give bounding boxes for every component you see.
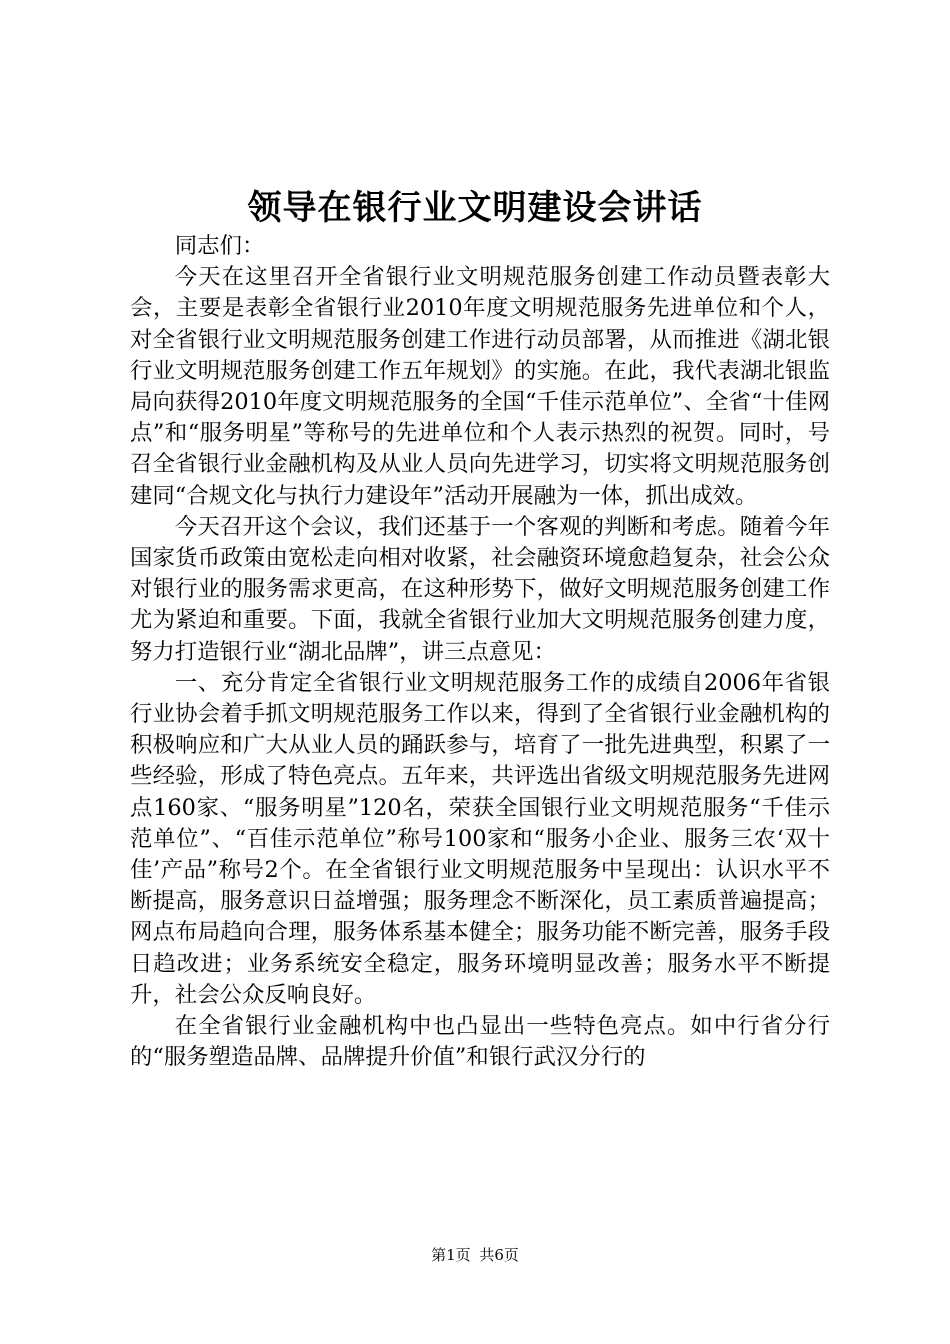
body-paragraph: 今天在这里召开全省银行业文明规范服务创建工作动员暨表彰大会，主要是表彰全省银行业2010年度文明规范服务先进单位和个人，对全省银行业文明规范服务创建工作进行动员部署，从而推进《湖北银行业文明规范服务创建工作五年规划》的实施。在此，我代表湖北银监局向获得2010年度文明规范服务的全国“千佳示范单位”、全省“十佳网点”和“服务明星”等称号的先进单位和个人表示热烈的祝贺。同时，号召全省银行业金融机构及从业人员向先进学习，切实将文明规范服务创建同“合规文化与执行力建设年”活动开展融为一体，抓出成效。	[130, 264, 830, 509]
body-paragraph: 在全省银行业金融机构中也凸显出一些特色亮点。如中行省分行的“服务塑造品牌、品牌提升价值”和银行武汉分行的	[130, 1013, 830, 1071]
body-paragraph: 今天召开这个会议，我们还基于一个客观的判断和考虑。随着今年国家货币政策由宽松走向相对收紧，社会融资环境愈趋复杂，社会公众对银行业的服务需求更高，在这种形势下，做好文明规范服务创建工作尤为紧迫和重要。下面，我就全省银行业加大文明规范服务创建力度，努力打造银行业“湖北品牌”，讲三点意见：	[130, 513, 830, 665]
document-title: 领导在银行业文明建设会讲话	[247, 188, 703, 228]
page-footer: 第1页 共6页	[431, 1246, 519, 1264]
document-body	[130, 231, 830, 1073]
body-paragraph: 一、充分肯定全省银行业文明规范服务工作的成绩自2006年省银行业协会着手抓文明规范服务工作以来，得到了全省银行业金融机构的积极响应和广大从业人员的踊跃参与，培育了一批先进典型，积累了一些经验，形成了特色亮点。五年来，共评选出省级文明规范服务先进网点160家、“服务明星”120名，荣获全国银行业文明规范服务“千佳示范单位”、“百佳示范单位”称号100家和“服务小企业、服务三农‘双十佳’产品”称号2个。在全省银行业文明规范服务中呈现出：认识水平不断提高，服务意识日益增强；服务理念不断深化，员工素质普遍提高；网点布局趋向合理，服务体系基本健全；服务功能不断完善，服务手段日趋改进；业务系统安全稳定，服务环境明显改善；服务水平不断提升，社会公众反响良好。	[130, 669, 830, 1008]
salutation-paragraph: 同志们：	[174, 233, 265, 259]
